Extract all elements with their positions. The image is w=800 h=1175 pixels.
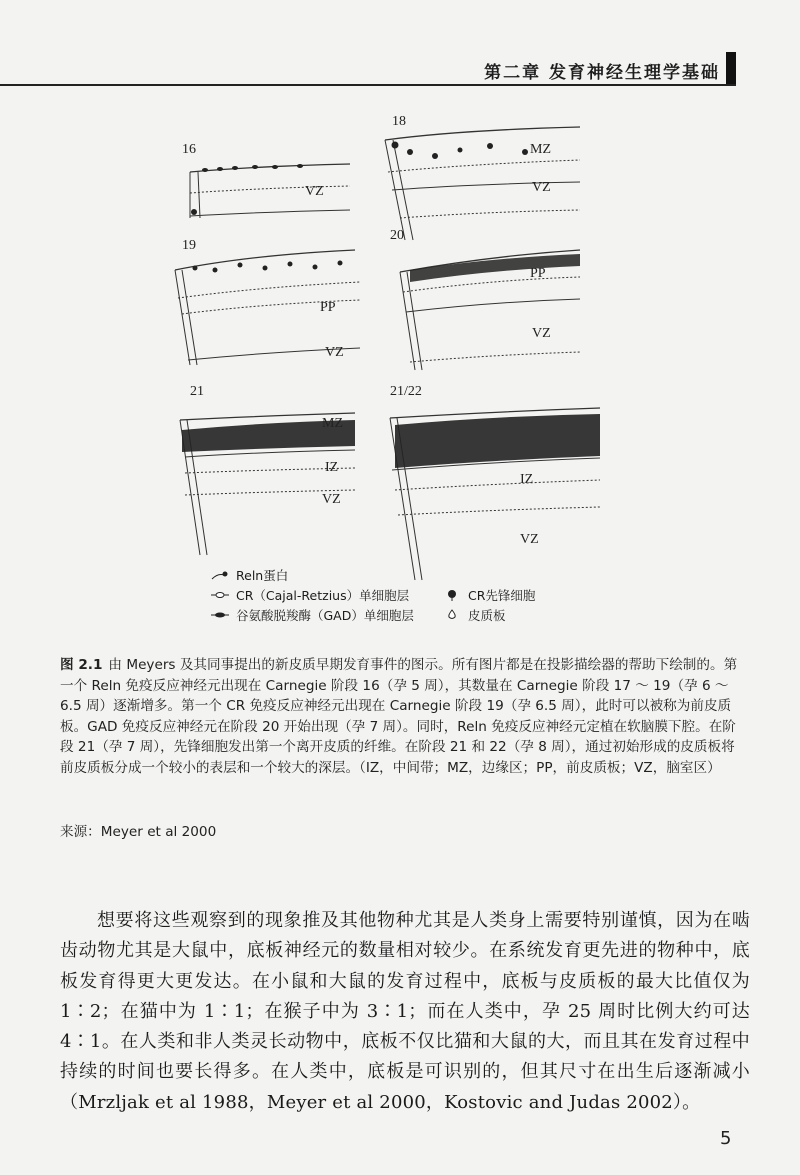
- legend-text: 谷氨酸脱羧酶（GAD）单细胞层: [236, 608, 414, 623]
- legend-item: [210, 566, 288, 584]
- body-paragraph: 想要将这些观察到的现象推及其他物种尤其是人类身上需要特别谨慎，因为在啮齿动物尤其是大鼠中，底板神经元的数量相对较少。在系统发育更先进的物种中，底板发育得更大更发达。在小鼠和大鼠的发育过程中，底板与皮质板的最大比值仅为 1∶2；在猫中为 1∶1；在猴子中为 3∶1；而在人类中，孕 25 周时比例大约可达 4∶1。在人类和非人类灵长动物中，底板不仅比猫和大鼠的大，而且其在发育过程中持续的时间也要长得多。在人类中，底板是可识别的，但其尺寸在出生后逐渐减小（Mrzljak et al 1988，Meyer et al 2000，Kostovic and Judas 2002）。: [60, 910, 750, 1113]
- cr-monolayer-icon: [210, 589, 230, 601]
- running-header: [0, 52, 736, 86]
- figure-legend: [210, 566, 610, 628]
- zone-label-vz: VZ: [322, 492, 341, 507]
- zone-label-vz: VZ: [532, 180, 551, 195]
- figure-label: 图 2.1: [60, 657, 103, 673]
- zone-label-vz: VZ: [520, 532, 539, 547]
- legend-item: [210, 606, 414, 624]
- page-number: 5: [720, 1128, 732, 1149]
- legend-text: CR先锋细胞: [468, 588, 536, 603]
- zone-label-vz: VZ: [305, 184, 324, 199]
- panel-label-16: 16: [182, 142, 196, 157]
- cr-pioneer-cell-icon: [442, 589, 462, 601]
- zone-label-pp: PP: [320, 300, 336, 315]
- zone-label-mz: MZ: [322, 416, 343, 431]
- panel-label-18: 18: [392, 114, 406, 129]
- legend-text: Reln蛋白: [236, 568, 289, 583]
- zone-label-vz: VZ: [325, 345, 344, 360]
- legend-text: CR（Cajal-Retzius）单细胞层: [236, 588, 410, 603]
- legend-text: 皮质板: [468, 608, 506, 623]
- gad-monolayer-icon: [210, 609, 230, 621]
- figure-drawing: [160, 100, 630, 640]
- header-bar-mark: [726, 52, 736, 84]
- zone-label-iz: IZ: [325, 460, 339, 475]
- figure-2-1: [160, 100, 630, 640]
- zone-label-iz: IZ: [520, 472, 534, 487]
- cortical-plate-icon: [442, 609, 462, 621]
- panel-label-19: 19: [182, 238, 196, 253]
- panel-label-20: 20: [390, 228, 404, 243]
- legend-item: [210, 586, 409, 604]
- zone-label-mz: MZ: [530, 142, 551, 157]
- panel-label-21-22: 21/22: [390, 384, 422, 399]
- legend-item: [442, 606, 506, 624]
- reln-protein-icon: [210, 569, 230, 581]
- figure-source: 来源：Meyer et al 2000: [60, 824, 217, 840]
- caption-text: 由 Meyers 及其同事提出的新皮质早期发育事件的图示。所有图片都是在投影描绘器的帮助下绘制的。第一个 Reln 免疫反应神经元出现在 Carnegie 阶段 16（孕 5 周），其数量在 Carnegie 阶段 17 ～ 19（孕 6 ～ 6.5 周）逐渐增多。第一个 CR 免疫反应神经元出现在 Carnegie 阶段 19（孕 6.5 周），此时可以被称为前皮质板。GAD 免疫反应神经元在阶段 20 开始出现（孕 7 周）。同时，Reln 免疫反应神经元定植在软脑膜下腔。在阶段 21（孕 7 周），先锋细胞发出第一个离开皮质的纤维。在阶段 21 和 22（孕 8 周），通过初始形成的皮质板将前皮质板分成一个较小的表层和一个较大的深层。（IZ，中间带；MZ，边缘区；PP，前皮质板；VZ，脑室区）: [60, 657, 738, 776]
- figure-caption: [60, 655, 746, 779]
- zone-label-vz: VZ: [532, 326, 551, 341]
- panel-label-21: 21: [190, 384, 204, 399]
- chapter-title: 第二章 发育神经生理学基础: [484, 63, 720, 83]
- zone-label-pp: PP: [530, 266, 546, 281]
- legend-item: [442, 586, 535, 604]
